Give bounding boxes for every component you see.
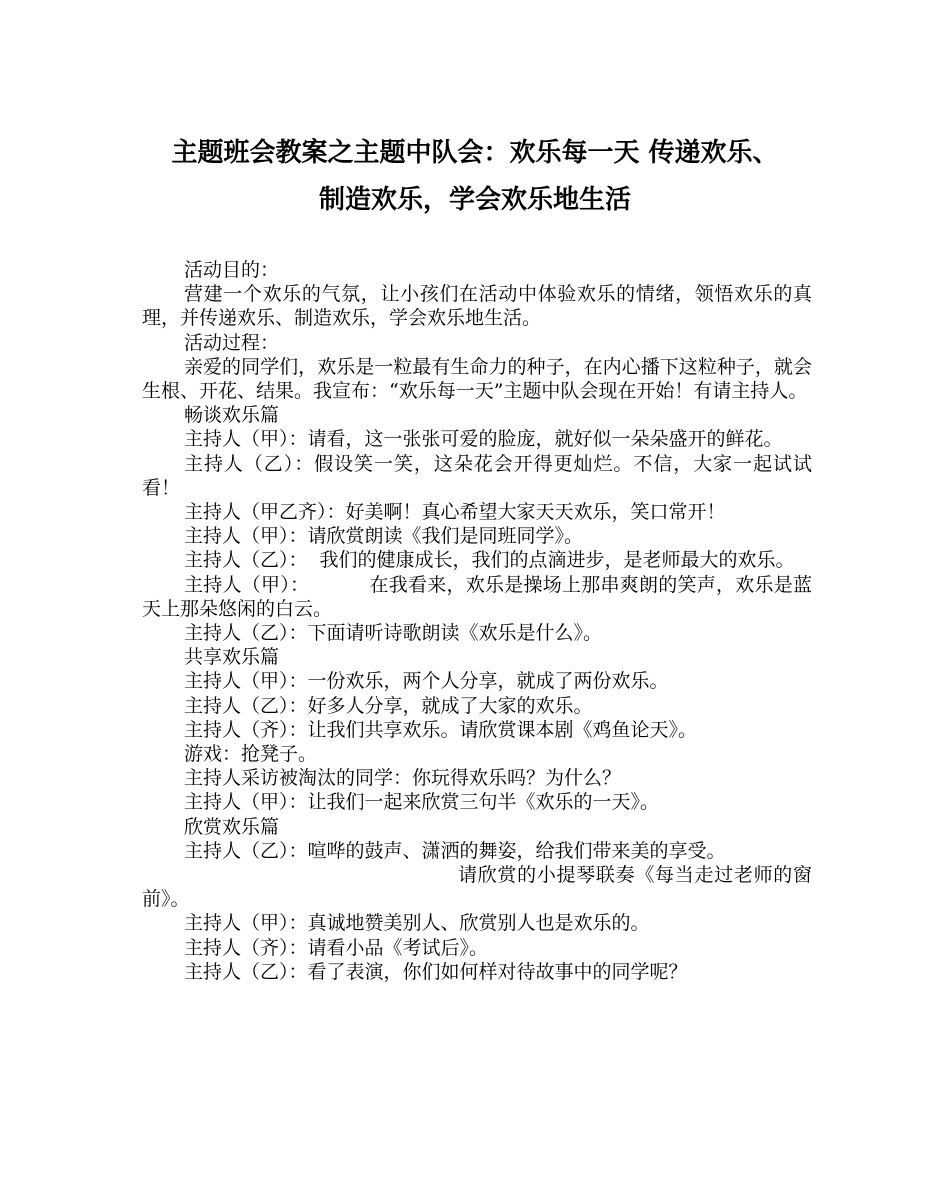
paragraph: 亲爱的同学们，欢乐是一粒最有生命力的种子，在内心播下这粒种子，就会生根、开花、结果。我宣布：“欢乐每一天”主题中队会现在开始！有请主持人。: [142, 355, 812, 403]
document-title-line-1: 主题班会教案之主题中队会：欢乐每一天 传递欢乐、: [171, 138, 779, 168]
speaker-label: 主持人（乙）：: [184, 549, 308, 572]
paragraph: 主持人（乙）：下面请听诗歌朗读《欢乐是什么》。: [184, 622, 603, 645]
paragraph: 主持人（甲）：一份欢乐，两个人分享，就成了两份欢乐。: [184, 670, 669, 693]
paragraph: 主持人（甲乙齐）：好美啊！真心希望大家天天欢乐，笑口常开！: [184, 501, 726, 524]
paragraph: 主持人（甲）：请看，这一张张可爱的脸庞，就好似一朵朵盛开的鲜花。: [184, 428, 783, 451]
section-heading: 活动过程：: [184, 331, 280, 354]
section-heading: 共享欢乐篇: [184, 646, 280, 669]
paragraph: 主持人（乙）：假设笑一笑，这朵花会开得更灿烂。不信，大家一起试试看！: [142, 452, 812, 499]
paragraph: 主持人（齐）：让我们共享欢乐。请欣赏课本剧《鸡鱼论天》。: [184, 718, 698, 741]
section-heading: 欣赏欢乐篇: [184, 815, 280, 838]
paragraph: 主持人（乙）：喧哗的鼓声、潇洒的舞姿，给我们带来美的享受。: [184, 839, 726, 862]
document-title-line-2: 制造欢乐，学会欢乐地生活: [318, 185, 631, 215]
paragraph: [142, 548, 812, 572]
paragraph: 主持人采访被淘汰的同学：你玩得欢乐吗？为什么？: [184, 767, 622, 790]
paragraph: [142, 573, 812, 621]
paragraph: 请欣赏的小提琴联奏《每当走过老师的窗前》。: [142, 864, 812, 911]
paragraph: 主持人（乙）：好多人分享，就成了大家的欢乐。: [184, 694, 593, 717]
section-heading: 活动目的：: [184, 259, 280, 281]
paragraph: 营建一个欢乐的气氛，让小孩们在活动中体验欢乐的情绪，领悟欢乐的真理，并传递欢乐、制造欢乐，学会欢乐地生活。: [142, 283, 812, 330]
paragraph: 主持人（齐）：请看小品《考试后》。: [184, 936, 489, 959]
speaker-label: 主持人（甲）：: [184, 573, 310, 596]
paragraph: 主持人（甲）：真诚地赞美别人、欣赏别人也是欢乐的。: [184, 912, 650, 935]
section-heading: 畅谈欢乐篇: [184, 404, 280, 427]
document-body: [142, 258, 812, 984]
paragraph: 游戏：抢凳子。: [184, 743, 318, 766]
speech-text: 在我看来，欢乐是操场上那串爽朗的笑声，欢乐是蓝天上那朵悠闲的白云。: [142, 573, 812, 620]
speech-text: 我们的健康成长，我们的点滴进步，是老师最大的欢乐。: [319, 549, 795, 572]
paragraph: 主持人（甲）：请欣赏朗读《我们是同班同学》。: [184, 525, 584, 548]
paragraph: 主持人（乙）：看了表演，你们如何样对待故事中的同学呢？: [184, 960, 688, 983]
paragraph: 主持人（甲）：让我们一起来欣赏三句半《欢乐的一天》。: [184, 791, 660, 814]
